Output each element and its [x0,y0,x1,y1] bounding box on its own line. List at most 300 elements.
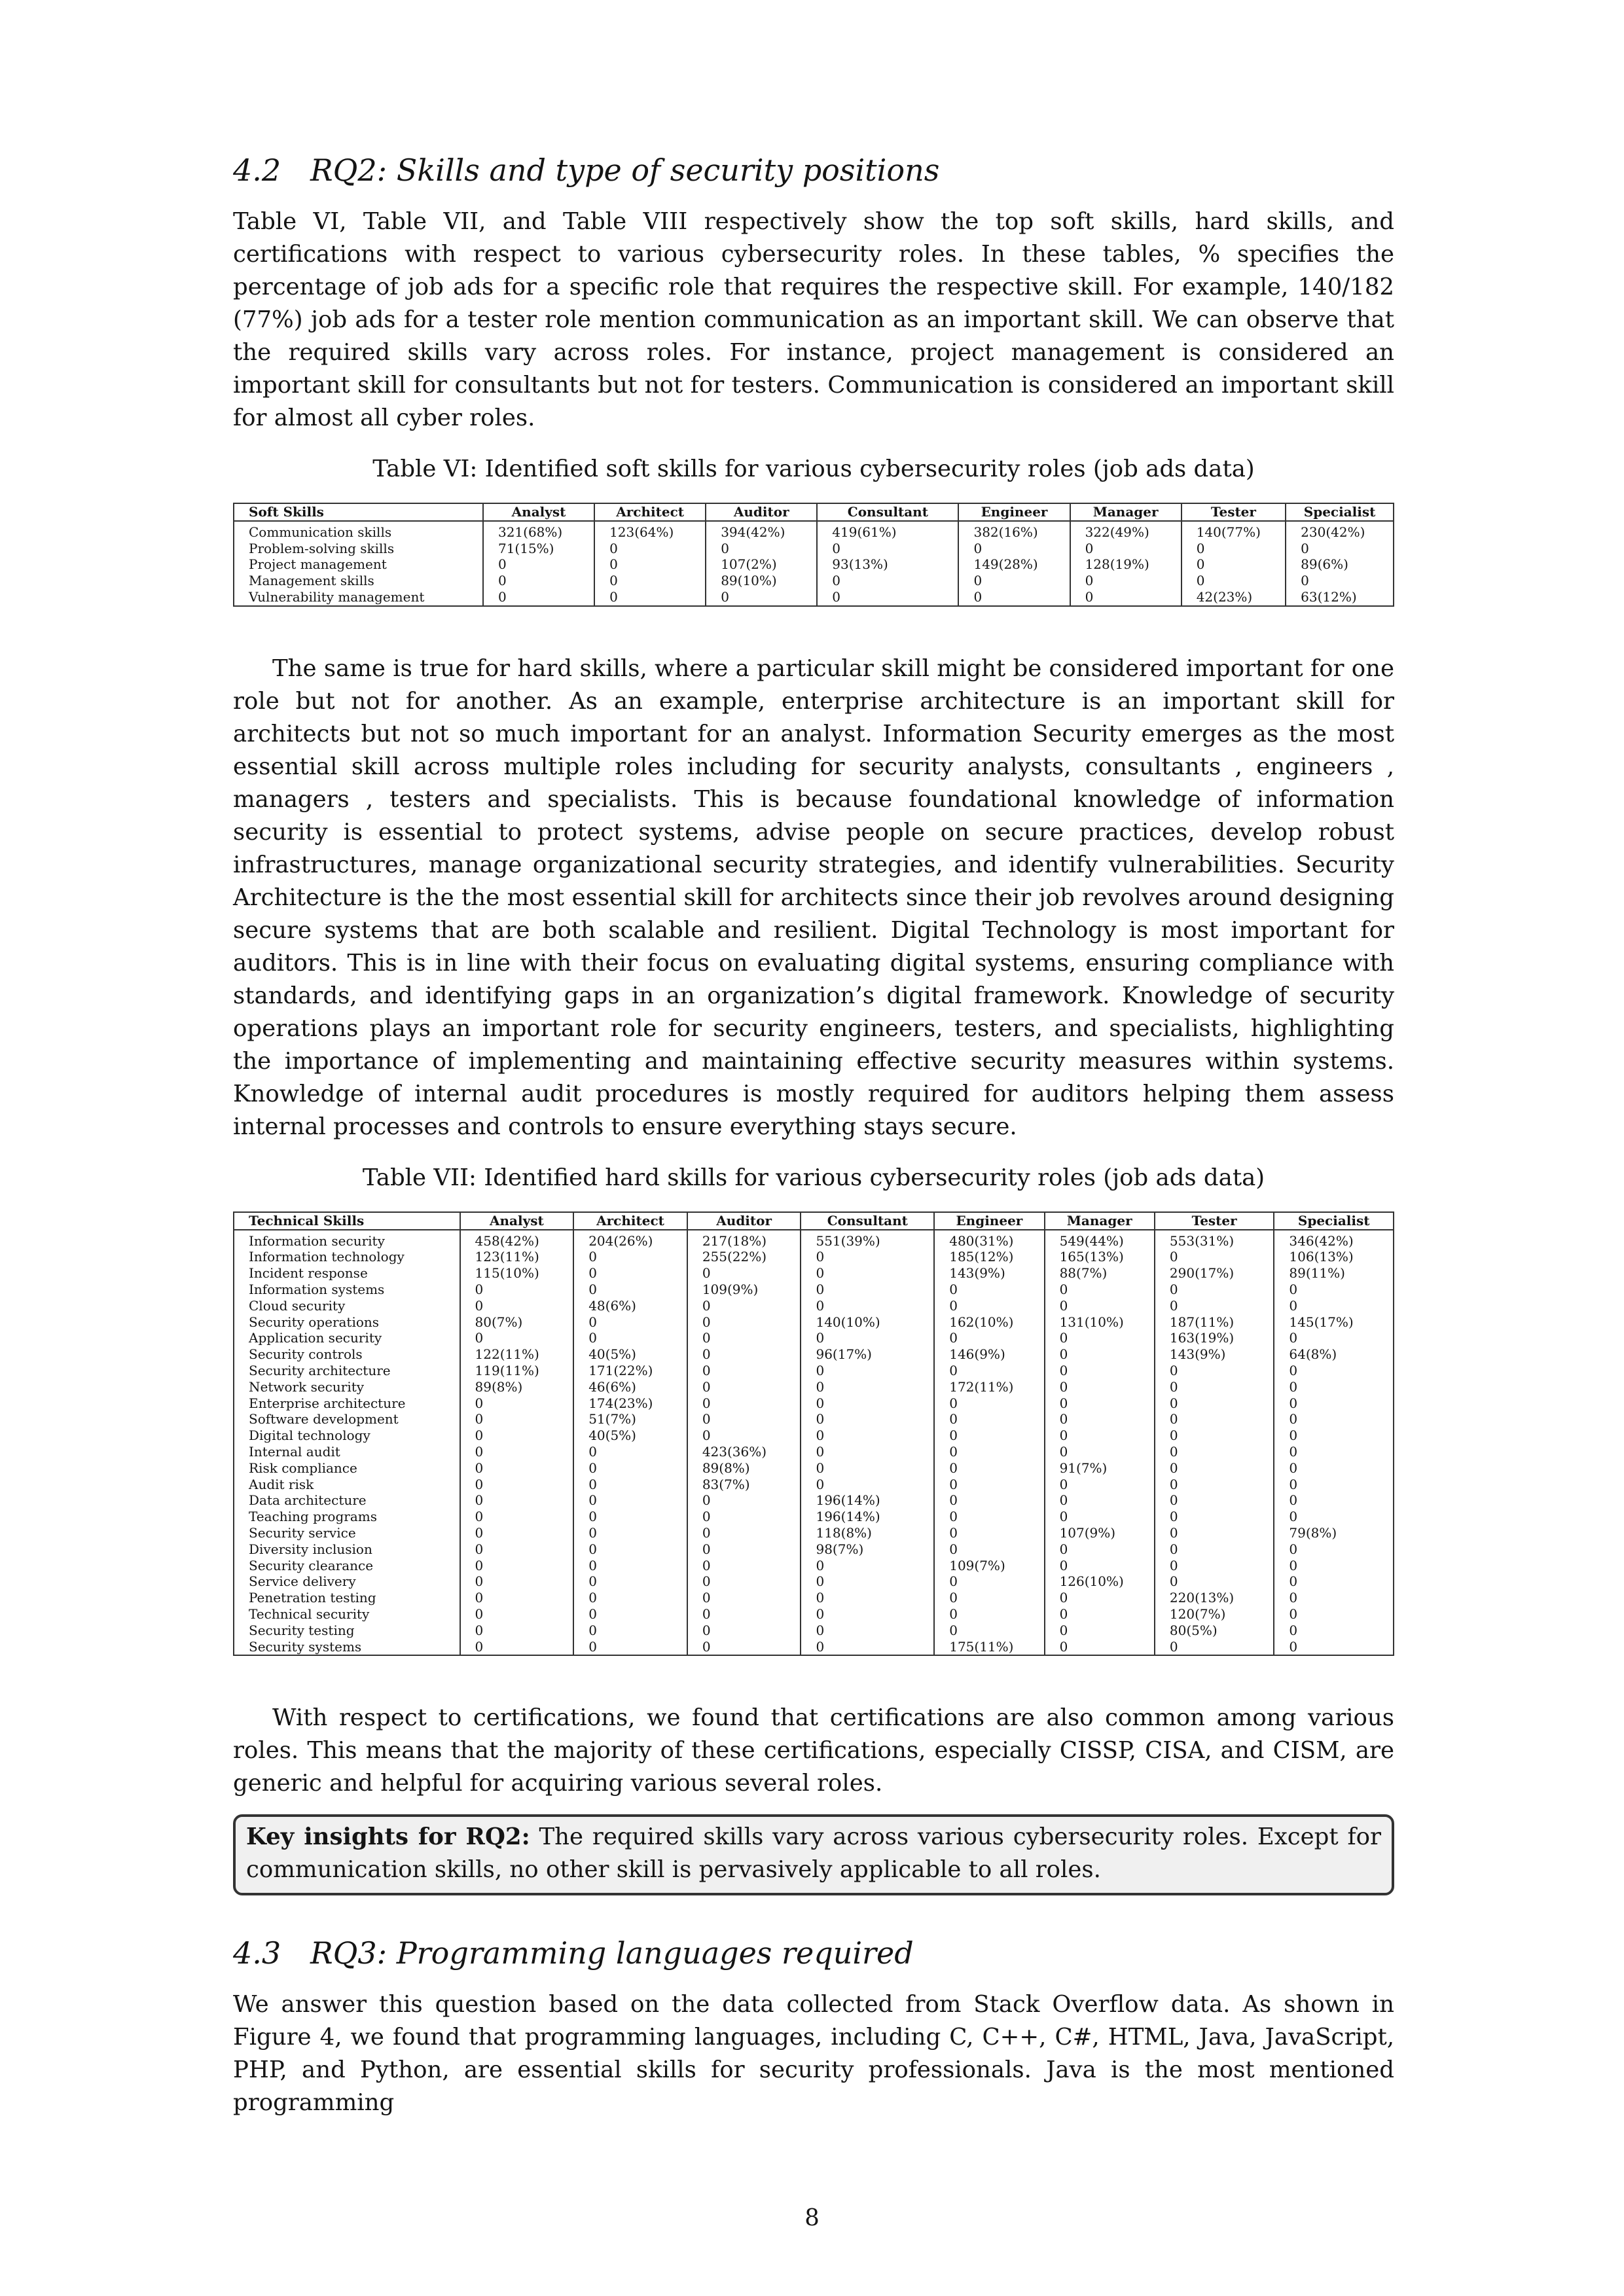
table-row [234,1558,1394,1574]
table-cell: 0 [1045,1411,1155,1427]
table-cell: 0 [1274,1477,1394,1493]
table-cell: 123(64%) [594,521,706,541]
row-label-cell: Problem-solving skills [234,541,483,557]
table-cell: 0 [1274,1444,1394,1460]
table-cell: 0 [1045,1330,1155,1346]
table-cell: 120(7%) [1155,1606,1274,1623]
table-cell: 0 [1045,1558,1155,1574]
paragraph-hard-skills: The same is true for hard skills, where a particular skill might be considered important for one role but not for another. As an example, enterprise architecture is an important skill for architects but not so much important for an analyst. Information Security emerges as the most essential skill across multiple roles including for security analysts, consultants , engineers , managers , testers and specialists. This is because foundational knowledge of information security is essential to protect systems, advise people on secure practices, develop robust infrastructures, manage organizational security strategies, and identify vulnerabilities. Security Architecture is the the most essential skill for architects since their job revolves around designing secure systems that are both scalable and resilient. Digital Technology is most important for auditors. This is in line with their focus on evaluating digital systems, ensuring compliance with standards, and identifying gaps in an organization’s digital framework. Knowledge of security operations plays an important role for security engineers, testers, and specialists, highlighting the importance of implementing and maintaining effective security measures within systems. Knowledge of internal audit procedures is mostly required for auditors helping them assess internal processes and controls to ensure everything stays secure. [233,655,1394,1140]
table-row [234,541,1394,557]
column-header: Architect [573,1212,687,1230]
table-cell: 46(6%) [573,1379,687,1395]
row-label-cell: Diversity inclusion [234,1541,460,1558]
table-cell: 0 [934,1477,1044,1493]
table-row [234,1427,1394,1444]
table-cell: 0 [1182,556,1286,573]
section-title: RQ3: Programming languages required [310,1935,914,1971]
table-cell: 0 [1274,1411,1394,1427]
table-row [234,589,1394,606]
table-cell: 0 [687,1639,801,1656]
table-cell: 40(5%) [573,1346,687,1363]
table-cell: 0 [1274,1558,1394,1574]
row-label-cell: Service delivery [234,1573,460,1590]
column-header: Manager [1070,503,1182,521]
row-label-cell: Digital technology [234,1427,460,1444]
table-cell: 0 [687,1590,801,1606]
table-cell: 64(8%) [1274,1346,1394,1363]
table-cell: 0 [934,1395,1044,1412]
table-cell: 0 [1155,1460,1274,1477]
table-cell: 0 [1274,1573,1394,1590]
row-label-cell: Information systems [234,1282,460,1298]
row-label-cell: Incident response [234,1265,460,1282]
table-cell: 0 [1155,1249,1274,1265]
table-row [234,1509,1394,1525]
row-label-cell: Penetration testing [234,1590,460,1606]
table-cell: 0 [460,1558,574,1574]
table-cell: 220(13%) [1155,1590,1274,1606]
table-cell: 0 [934,1573,1044,1590]
table-cell: 0 [1070,541,1182,557]
table-cell: 551(39%) [801,1230,934,1249]
table-cell: 0 [460,1298,574,1314]
table-cell: 0 [460,1606,574,1623]
table-cell: 0 [1155,1492,1274,1509]
table-cell: 0 [1274,1395,1394,1412]
table-cell: 0 [687,1363,801,1379]
table-cell: 0 [958,541,1070,557]
row-label-cell: Data architecture [234,1492,460,1509]
column-header: Soft Skills [234,503,483,521]
section-number: 4.3 [233,1935,281,1971]
table-cell: 146(9%) [934,1346,1044,1363]
table-cell: 171(22%) [573,1363,687,1379]
table-cell: 0 [573,1477,687,1493]
table-cell: 0 [1274,1541,1394,1558]
table-cell: 0 [1045,1477,1155,1493]
table-cell: 480(31%) [934,1230,1044,1249]
table-cell: 0 [1182,541,1286,557]
column-header: Engineer [934,1212,1044,1230]
table-cell: 123(11%) [460,1249,574,1265]
table-cell: 0 [573,1541,687,1558]
table-cell: 553(31%) [1155,1230,1274,1249]
table-cell: 80(5%) [1155,1623,1274,1639]
table-cell: 83(7%) [687,1477,801,1493]
table-cell: 0 [1155,1363,1274,1379]
table-vii-hard-skills [233,1211,1394,1657]
table-cell: 0 [934,1525,1044,1541]
row-label-cell: Risk compliance [234,1460,460,1477]
table-cell: 40(5%) [573,1427,687,1444]
table-cell: 0 [1045,1363,1155,1379]
paragraph-programming-languages: We answer this question based on the data collected from Stack Overflow data. As shown in Figure 4, we found that programming languages, including C, C++, C#, HTML, Java, JavaScript, PHP, and Python, are essential skills for security professionals. Java is the most mentioned programming [233,1991,1394,2117]
table-cell: 0 [573,1590,687,1606]
table-cell: 0 [687,1558,801,1574]
table-cell: 0 [573,1639,687,1656]
column-header: Specialist [1286,503,1394,521]
table-cell: 80(7%) [460,1314,574,1331]
row-label-cell: Security testing [234,1623,460,1639]
table-cell: 91(7%) [1045,1460,1155,1477]
table-cell: 0 [934,1460,1044,1477]
table-cell: 0 [687,1379,801,1395]
column-header: Auditor [687,1212,801,1230]
table-cell: 0 [483,556,594,573]
table-cell: 0 [817,541,958,557]
table-cell: 0 [1286,541,1394,557]
table-cell: 0 [1045,1623,1155,1639]
table-cell: 0 [801,1411,934,1427]
table-cell: 0 [801,1265,934,1282]
table-cell: 71(15%) [483,541,594,557]
table-cell: 0 [801,1282,934,1298]
table-cell: 549(44%) [1045,1230,1155,1249]
table-cell: 172(11%) [934,1379,1044,1395]
table-cell: 0 [687,1298,801,1314]
table-cell: 0 [934,1411,1044,1427]
table-cell: 140(77%) [1182,521,1286,541]
section-heading-4-2 [233,151,1394,190]
table-cell: 0 [801,1427,934,1444]
key-insights-text: The required skills vary across various cybersecurity roles. Except for communication skills, no other skill is pervasively applicable to all roles. [246,1823,1381,1884]
table-cell: 140(10%) [801,1314,934,1331]
table-cell: 0 [687,1525,801,1541]
table-cell: 0 [573,1509,687,1525]
table-cell: 89(11%) [1274,1265,1394,1282]
table-row [234,1541,1394,1558]
table-cell: 0 [573,1314,687,1331]
table-row [234,1492,1394,1509]
table-cell: 0 [460,1444,574,1460]
table-cell: 0 [1155,1298,1274,1314]
table-cell: 0 [801,1460,934,1477]
table-cell: 162(10%) [934,1314,1044,1331]
table-cell: 0 [1045,1444,1155,1460]
table-cell: 0 [1045,1427,1155,1444]
row-label-cell: Audit risk [234,1477,460,1493]
table-cell: 0 [573,1525,687,1541]
table-cell: 0 [1155,1282,1274,1298]
table-cell: 0 [687,1606,801,1623]
table-cell: 0 [460,1395,574,1412]
table-cell: 0 [1045,1282,1155,1298]
table-cell: 145(17%) [1274,1314,1394,1331]
table-cell: 0 [460,1427,574,1444]
table-cell: 0 [934,1330,1044,1346]
table-cell: 0 [460,1282,574,1298]
table-cell: 109(7%) [934,1558,1044,1574]
table-cell: 0 [1274,1590,1394,1606]
section-number: 4.2 [233,152,281,188]
table-cell: 0 [934,1509,1044,1525]
table-cell: 0 [687,1509,801,1525]
table-cell: 115(10%) [460,1265,574,1282]
table-cell: 0 [1155,1379,1274,1395]
table-cell: 0 [1045,1639,1155,1656]
table-cell: 185(12%) [934,1249,1044,1265]
table-cell: 419(61%) [817,521,958,541]
table-cell: 0 [1155,1411,1274,1427]
table-row [234,1444,1394,1460]
table-cell: 0 [460,1509,574,1525]
table-cell: 0 [687,1330,801,1346]
table-cell: 187(11%) [1155,1314,1274,1331]
table-cell: 0 [594,573,706,589]
table-cell: 0 [801,1444,934,1460]
table-cell: 0 [1155,1541,1274,1558]
table-cell: 149(28%) [958,556,1070,573]
table-cell: 89(8%) [687,1460,801,1477]
table-cell: 0 [817,589,958,606]
table-cell: 0 [801,1623,934,1639]
table-cell: 0 [1274,1623,1394,1639]
table-cell: 89(10%) [706,573,817,589]
column-header: Architect [594,503,706,521]
table-cell: 0 [801,1558,934,1574]
table-cell: 0 [687,1395,801,1412]
table-cell: 0 [460,1460,574,1477]
table-row [234,1460,1394,1477]
table-cell: 0 [1155,1477,1274,1493]
table-cell: 0 [573,1249,687,1265]
table-cell: 0 [573,1460,687,1477]
table-cell: 0 [1274,1460,1394,1477]
table-cell: 0 [801,1477,934,1493]
row-label-cell: Security architecture [234,1363,460,1379]
table-cell: 0 [1155,1558,1274,1574]
table-cell: 0 [460,1623,574,1639]
table-cell: 0 [1070,573,1182,589]
table-cell: 230(42%) [1286,521,1394,541]
table-cell: 0 [573,1606,687,1623]
table-cell: 0 [1155,1427,1274,1444]
table-cell: 51(7%) [573,1411,687,1427]
table-row [234,1623,1394,1639]
table-cell: 118(8%) [801,1525,934,1541]
table-cell: 394(42%) [706,521,817,541]
table-cell: 0 [1182,573,1286,589]
column-header: Auditor [706,503,817,521]
table-cell: 126(10%) [1045,1573,1155,1590]
table-cell: 423(36%) [687,1444,801,1460]
table-cell: 0 [687,1427,801,1444]
table-row [234,1230,1394,1249]
row-label-cell: Technical security [234,1606,460,1623]
column-header: Manager [1045,1212,1155,1230]
table-cell: 0 [1286,573,1394,589]
table-cell: 0 [801,1395,934,1412]
table-cell: 107(9%) [1045,1525,1155,1541]
row-label-cell: Security clearance [234,1558,460,1574]
table-cell: 196(14%) [801,1509,934,1525]
table-row [234,1477,1394,1493]
table-cell: 0 [1155,1509,1274,1525]
table-cell: 165(13%) [1045,1249,1155,1265]
table-cell: 0 [1045,1346,1155,1363]
table-cell: 0 [594,541,706,557]
table-cell: 0 [573,1282,687,1298]
table-cell: 63(12%) [1286,589,1394,606]
row-label-cell: Vulnerability management [234,589,483,606]
table-header-row [234,503,1394,521]
table-cell: 0 [687,1314,801,1331]
column-header: Analyst [483,503,594,521]
table-row [234,1346,1394,1363]
table-cell: 0 [801,1573,934,1590]
table-row [234,1379,1394,1395]
table-cell: 107(2%) [706,556,817,573]
row-label-cell: Information security [234,1230,460,1249]
table-cell: 290(17%) [1155,1265,1274,1282]
table-cell: 93(13%) [817,556,958,573]
table-cell: 175(11%) [934,1639,1044,1656]
row-label-cell: Management skills [234,573,483,589]
table-row [234,556,1394,573]
table-vii-caption: Table VII: Identified hard skills for various cybersecurity roles (job ads data) [362,1164,1265,1191]
table-cell: 321(68%) [483,521,594,541]
table-cell: 131(10%) [1045,1314,1155,1331]
table-row [234,1411,1394,1427]
table-cell: 217(18%) [687,1230,801,1249]
table-cell: 98(7%) [801,1541,934,1558]
table-cell: 0 [1045,1509,1155,1525]
page-content [233,151,1394,2119]
table-cell: 0 [1155,1444,1274,1460]
row-label-cell: Security controls [234,1346,460,1363]
table-cell: 0 [687,1541,801,1558]
table-cell: 0 [687,1573,801,1590]
key-insights-box [233,1814,1394,1895]
table-cell: 0 [706,589,817,606]
row-label-cell: Communication skills [234,521,483,541]
row-label-cell: Enterprise architecture [234,1395,460,1412]
table-row [234,1606,1394,1623]
table-cell: 0 [934,1298,1044,1314]
table-cell: 0 [934,1282,1044,1298]
table-cell: 0 [1274,1298,1394,1314]
table-cell: 174(23%) [573,1395,687,1412]
table-cell: 0 [460,1411,574,1427]
table-cell: 0 [801,1363,934,1379]
table-cell: 0 [934,1541,1044,1558]
table-cell: 0 [934,1492,1044,1509]
key-insights-label: Key insights for RQ2: [246,1823,530,1851]
table-cell: 143(9%) [1155,1346,1274,1363]
table-row [234,1314,1394,1331]
table-cell: 0 [687,1623,801,1639]
table-cell: 0 [934,1590,1044,1606]
table-row [234,1363,1394,1379]
table-cell: 0 [1155,1395,1274,1412]
column-header: Analyst [460,1212,574,1230]
table-cell: 0 [1045,1395,1155,1412]
table-cell: 0 [1045,1298,1155,1314]
table-cell: 0 [460,1590,574,1606]
paragraph-intro: Table VI, Table VII, and Table VIII respectively show the top soft skills, hard skills, and certifications with respect to various cybersecurity roles. In these tables, % specifies the percentage of job ads for a specific role that requires the respective skill. For example, 140/182 (77%) job ads for a tester role mention communication as an important skill. We can observe that the required skills vary across roles. For instance, project management is considered an important skill for consultants but not for testers. Communication is considered an important skill for almost all cyber roles. [233,208,1394,431]
table-cell: 0 [934,1427,1044,1444]
row-label-cell: Project management [234,556,483,573]
column-header: Technical Skills [234,1212,460,1230]
table-header-row [234,1212,1394,1230]
table-row [234,521,1394,541]
table-cell: 0 [817,573,958,589]
row-label-cell: Security service [234,1525,460,1541]
row-label-cell: Internal audit [234,1444,460,1460]
page-number: 8 [804,2204,820,2231]
table-cell: 0 [573,1492,687,1509]
row-label-cell: Cloud security [234,1298,460,1314]
table-cell: 0 [460,1492,574,1509]
row-label-cell: Security systems [234,1639,460,1656]
table-row [234,1265,1394,1282]
table-cell: 0 [573,1623,687,1639]
table-cell: 88(7%) [1045,1265,1155,1282]
table-cell: 0 [573,1265,687,1282]
table-cell: 0 [801,1639,934,1656]
table-cell: 143(9%) [934,1265,1044,1282]
table-row [234,1298,1394,1314]
row-label-cell: Application security [234,1330,460,1346]
table-cell: 0 [801,1606,934,1623]
table-cell: 0 [687,1411,801,1427]
column-header: Tester [1182,503,1286,521]
table-row [234,1525,1394,1541]
table-cell: 322(49%) [1070,521,1182,541]
table-cell: 0 [573,1573,687,1590]
table-cell: 0 [1045,1606,1155,1623]
table-cell: 42(23%) [1182,589,1286,606]
table-cell: 0 [1274,1509,1394,1525]
table-cell: 0 [460,1330,574,1346]
table-cell: 0 [706,541,817,557]
table-cell: 0 [934,1363,1044,1379]
column-header: Tester [1155,1212,1274,1230]
table-cell: 0 [1045,1492,1155,1509]
table-cell: 0 [934,1623,1044,1639]
table-row [234,573,1394,589]
table-cell: 0 [1045,1590,1155,1606]
table-cell: 0 [1274,1282,1394,1298]
table-cell: 128(19%) [1070,556,1182,573]
table-cell: 0 [483,573,594,589]
table-cell: 0 [460,1541,574,1558]
table-cell: 0 [1274,1427,1394,1444]
table-cell: 0 [1155,1525,1274,1541]
table-cell: 204(26%) [573,1230,687,1249]
table-vi-soft-skills [233,503,1394,607]
table-row [234,1395,1394,1412]
table-cell: 163(19%) [1155,1330,1274,1346]
table-cell: 0 [934,1444,1044,1460]
table-cell: 0 [1070,589,1182,606]
table-cell: 0 [801,1379,934,1395]
table-cell: 0 [594,589,706,606]
table-cell: 0 [460,1477,574,1493]
table-cell: 0 [573,1330,687,1346]
table-cell: 0 [801,1330,934,1346]
row-label-cell: Network security [234,1379,460,1395]
table-cell: 0 [483,589,594,606]
table-cell: 89(8%) [460,1379,574,1395]
column-header: Engineer [958,503,1070,521]
section-heading-4-3 [233,1933,1394,1973]
table-cell: 0 [1155,1573,1274,1590]
table-cell: 0 [460,1573,574,1590]
row-label-cell: Security operations [234,1314,460,1331]
table-row [234,1330,1394,1346]
table-row [234,1282,1394,1298]
